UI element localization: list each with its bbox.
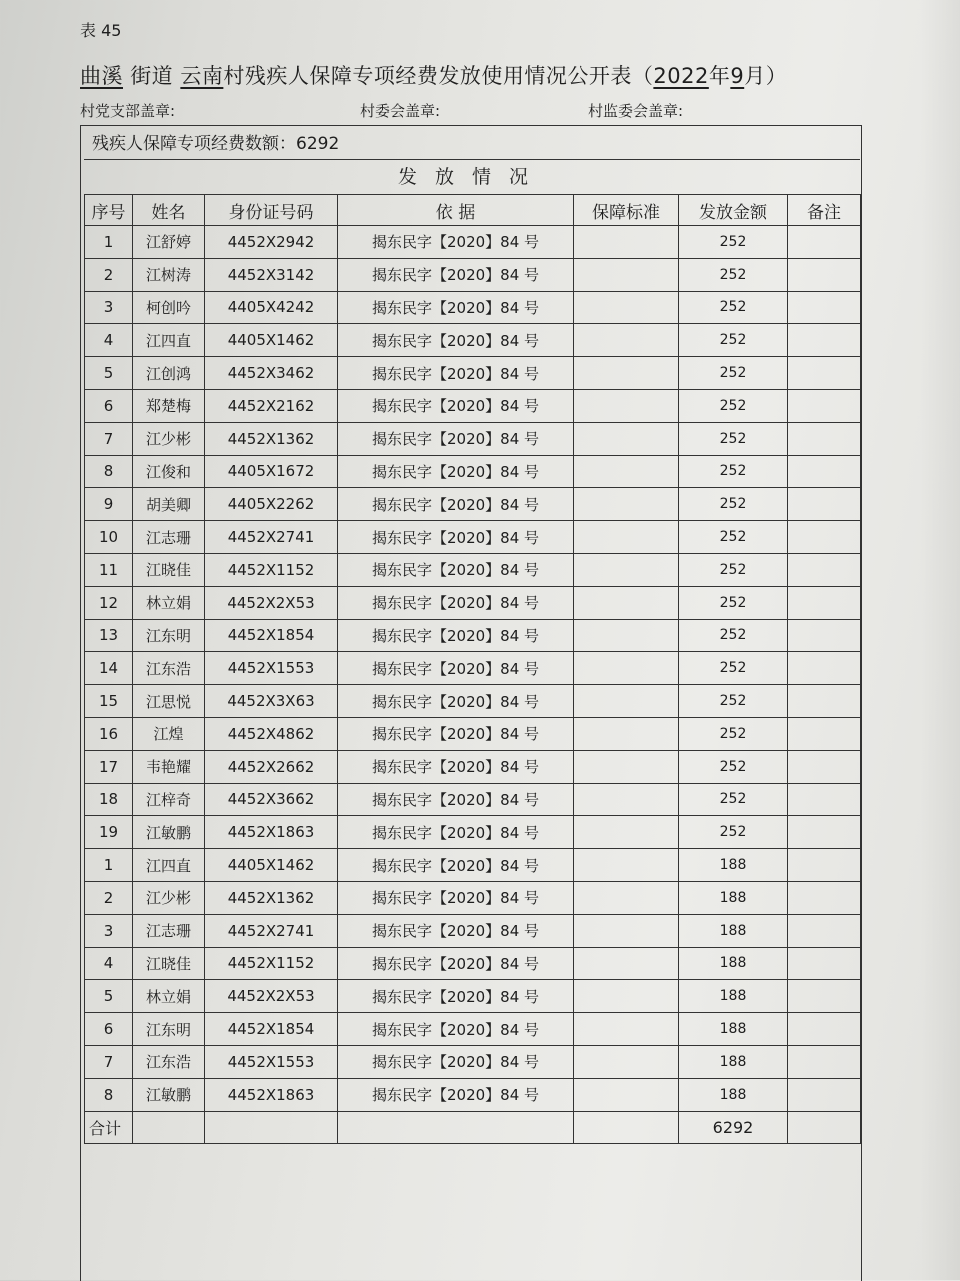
total-label: 合计 <box>85 1111 133 1144</box>
cell-no: 15 <box>85 685 133 718</box>
cell-name: 柯创吟 <box>133 291 205 324</box>
cell-no: 4 <box>85 324 133 357</box>
table-body <box>85 226 861 1112</box>
cell-standard <box>574 717 679 750</box>
cell-name: 江志珊 <box>133 521 205 554</box>
cell-standard <box>574 816 679 849</box>
cell-basis: 揭东民字【2020】84 号 <box>338 586 574 619</box>
cell-name: 江舒婷 <box>133 226 205 259</box>
cell-no: 10 <box>85 521 133 554</box>
cell-remark <box>788 226 861 259</box>
cell-name: 江东浩 <box>133 652 205 685</box>
cell-no: 6 <box>85 1013 133 1046</box>
table-row <box>85 881 861 914</box>
header-remark: 备注 <box>788 195 861 226</box>
cell-amount: 252 <box>679 717 788 750</box>
table-row <box>85 455 861 488</box>
cell-no: 4 <box>85 947 133 980</box>
cell-amount: 252 <box>679 750 788 783</box>
header-name: 姓名 <box>133 195 205 226</box>
cell-id: 4452X1854 <box>205 619 338 652</box>
cell-amount: 188 <box>679 980 788 1013</box>
cell-no: 8 <box>85 1078 133 1111</box>
cell-name: 江创鸿 <box>133 357 205 390</box>
cell-name: 江俊和 <box>133 455 205 488</box>
cell-standard <box>574 422 679 455</box>
cell-id: 4452X3142 <box>205 258 338 291</box>
cell-id: 4452X2741 <box>205 914 338 947</box>
table-row <box>85 717 861 750</box>
table-row <box>85 816 861 849</box>
cell-standard <box>574 455 679 488</box>
cell-name: 江树涛 <box>133 258 205 291</box>
cell-id: 4452X2741 <box>205 521 338 554</box>
cell-amount: 188 <box>679 1078 788 1111</box>
cell-amount: 252 <box>679 586 788 619</box>
header-id: 身份证号码 <box>205 195 338 226</box>
total-amount: 6292 <box>679 1111 788 1144</box>
cell-no: 19 <box>85 816 133 849</box>
title-month-suffix: 月） <box>744 64 788 88</box>
cell-standard <box>574 324 679 357</box>
cell-amount: 252 <box>679 357 788 390</box>
page-shadow <box>920 0 960 1280</box>
title-town: 曲溪 <box>80 64 123 88</box>
cell-basis: 揭东民字【2020】84 号 <box>338 553 574 586</box>
cell-basis: 揭东民字【2020】84 号 <box>338 783 574 816</box>
cell-remark <box>788 947 861 980</box>
cell-id: 4405X4242 <box>205 291 338 324</box>
cell-no: 2 <box>85 258 133 291</box>
cell-standard <box>574 553 679 586</box>
cell-name: 韦艳耀 <box>133 750 205 783</box>
cell-remark <box>788 816 861 849</box>
cell-amount: 188 <box>679 947 788 980</box>
cell-no: 11 <box>85 553 133 586</box>
cell-basis: 揭东民字【2020】84 号 <box>338 1045 574 1078</box>
cell-remark <box>788 652 861 685</box>
cell-standard <box>574 619 679 652</box>
cell-amount: 252 <box>679 324 788 357</box>
cell-remark <box>788 1045 861 1078</box>
cell-basis: 揭东民字【2020】84 号 <box>338 1078 574 1111</box>
cell-basis: 揭东民字【2020】84 号 <box>338 226 574 259</box>
table-row <box>85 914 861 947</box>
cell-remark <box>788 717 861 750</box>
title-rest: 村残疾人保障专项经费发放使用情况公开表（ <box>223 64 654 88</box>
cell-id: 4452X2162 <box>205 389 338 422</box>
cell-basis: 揭东民字【2020】84 号 <box>338 619 574 652</box>
table-row <box>85 1045 861 1078</box>
cell-basis: 揭东民字【2020】84 号 <box>338 816 574 849</box>
total-remark-cell <box>788 1111 861 1144</box>
cell-name: 林立娟 <box>133 586 205 619</box>
cell-basis: 揭东民字【2020】84 号 <box>338 521 574 554</box>
cell-id: 4452X1863 <box>205 1078 338 1111</box>
cell-basis: 揭东民字【2020】84 号 <box>338 914 574 947</box>
cell-no: 9 <box>85 488 133 521</box>
cell-remark <box>788 750 861 783</box>
cell-standard <box>574 521 679 554</box>
cell-amount: 252 <box>679 226 788 259</box>
table-row <box>85 291 861 324</box>
table-row <box>85 783 861 816</box>
cell-id: 4452X3X63 <box>205 685 338 718</box>
cell-standard <box>574 685 679 718</box>
cell-standard <box>574 258 679 291</box>
supervision-seal-label: 村监委会盖章: <box>588 102 684 120</box>
cell-standard <box>574 947 679 980</box>
fund-total-label: 残疾人保障专项经费数额：6292 <box>84 128 860 160</box>
cell-standard <box>574 389 679 422</box>
committee-seal-label: 村委会盖章: <box>360 102 441 120</box>
cell-no: 12 <box>85 586 133 619</box>
table-row <box>85 750 861 783</box>
cell-standard <box>574 488 679 521</box>
cell-amount: 252 <box>679 619 788 652</box>
cell-amount: 252 <box>679 553 788 586</box>
cell-name: 胡美卿 <box>133 488 205 521</box>
cell-id: 4405X1462 <box>205 849 338 882</box>
cell-remark <box>788 553 861 586</box>
table-row <box>85 652 861 685</box>
cell-remark <box>788 521 861 554</box>
cell-id: 4452X3462 <box>205 357 338 390</box>
cell-name: 林立娟 <box>133 980 205 1013</box>
cell-name: 江东浩 <box>133 1045 205 1078</box>
cell-name: 江煌 <box>133 717 205 750</box>
cell-standard <box>574 652 679 685</box>
table-row <box>85 1013 861 1046</box>
cell-basis: 揭东民字【2020】84 号 <box>338 980 574 1013</box>
cell-id: 4452X3662 <box>205 783 338 816</box>
total-basis-cell <box>338 1111 574 1144</box>
table-row <box>85 553 861 586</box>
cell-id: 4452X2942 <box>205 226 338 259</box>
cell-remark <box>788 324 861 357</box>
cell-no: 8 <box>85 455 133 488</box>
cell-basis: 揭东民字【2020】84 号 <box>338 455 574 488</box>
cell-no: 7 <box>85 1045 133 1078</box>
cell-id: 4452X1152 <box>205 947 338 980</box>
header-amount: 发放金额 <box>679 195 788 226</box>
cell-standard <box>574 881 679 914</box>
cell-basis: 揭东民字【2020】84 号 <box>338 750 574 783</box>
total-standard-cell <box>574 1111 679 1144</box>
cell-basis: 揭东民字【2020】84 号 <box>338 291 574 324</box>
cell-standard <box>574 586 679 619</box>
page-title <box>80 60 787 90</box>
cell-id: 4452X1553 <box>205 652 338 685</box>
table-row <box>85 226 861 259</box>
header-basis: 依 据 <box>338 195 574 226</box>
cell-no: 5 <box>85 357 133 390</box>
cell-amount: 252 <box>679 389 788 422</box>
cell-id: 4452X1362 <box>205 422 338 455</box>
cell-name: 江梓奇 <box>133 783 205 816</box>
cell-remark <box>788 1078 861 1111</box>
cell-name: 江少彬 <box>133 422 205 455</box>
table-row <box>85 849 861 882</box>
header-row <box>85 195 861 226</box>
cell-basis: 揭东民字【2020】84 号 <box>338 422 574 455</box>
cell-no: 3 <box>85 914 133 947</box>
cell-standard <box>574 357 679 390</box>
cell-id: 4452X1854 <box>205 1013 338 1046</box>
cell-remark <box>788 586 861 619</box>
cell-basis: 揭东民字【2020】84 号 <box>338 685 574 718</box>
cell-amount: 252 <box>679 521 788 554</box>
cell-remark <box>788 783 861 816</box>
cell-no: 13 <box>85 619 133 652</box>
table-row <box>85 1078 861 1111</box>
cell-basis: 揭东民字【2020】84 号 <box>338 947 574 980</box>
cell-no: 14 <box>85 652 133 685</box>
cell-id: 4452X4862 <box>205 717 338 750</box>
cell-remark <box>788 488 861 521</box>
cell-no: 1 <box>85 849 133 882</box>
cell-amount: 188 <box>679 1045 788 1078</box>
distribution-heading: 发放情况 <box>84 160 860 195</box>
cell-no: 6 <box>85 389 133 422</box>
cell-no: 3 <box>85 291 133 324</box>
cell-remark <box>788 422 861 455</box>
cell-standard <box>574 1045 679 1078</box>
cell-standard <box>574 1078 679 1111</box>
cell-no: 17 <box>85 750 133 783</box>
cell-name: 江晓佳 <box>133 947 205 980</box>
cell-remark <box>788 685 861 718</box>
cell-id: 4452X2662 <box>205 750 338 783</box>
cell-no: 1 <box>85 226 133 259</box>
table-row <box>85 980 861 1013</box>
cell-standard <box>574 980 679 1013</box>
cell-name: 江志珊 <box>133 914 205 947</box>
cell-standard <box>574 226 679 259</box>
table-row <box>85 258 861 291</box>
cell-remark <box>788 291 861 324</box>
cell-remark <box>788 619 861 652</box>
table-row <box>85 619 861 652</box>
cell-basis: 揭东民字【2020】84 号 <box>338 389 574 422</box>
cell-name: 江敏鹏 <box>133 816 205 849</box>
cell-standard <box>574 783 679 816</box>
cell-amount: 252 <box>679 685 788 718</box>
cell-basis: 揭东民字【2020】84 号 <box>338 258 574 291</box>
cell-standard <box>574 849 679 882</box>
cell-name: 郑楚梅 <box>133 389 205 422</box>
cell-standard <box>574 1013 679 1046</box>
table-row <box>85 488 861 521</box>
cell-id: 4452X1152 <box>205 553 338 586</box>
cell-name: 江四直 <box>133 324 205 357</box>
cell-basis: 揭东民字【2020】84 号 <box>338 324 574 357</box>
cell-id: 4452X1362 <box>205 881 338 914</box>
cell-id: 4405X2262 <box>205 488 338 521</box>
cell-amount: 252 <box>679 816 788 849</box>
cell-basis: 揭东民字【2020】84 号 <box>338 488 574 521</box>
cell-name: 江东明 <box>133 619 205 652</box>
cell-id: 4405X1462 <box>205 324 338 357</box>
cell-standard <box>574 750 679 783</box>
cell-amount: 252 <box>679 422 788 455</box>
title-year: 2022 <box>653 64 709 88</box>
cell-standard <box>574 291 679 324</box>
cell-amount: 252 <box>679 258 788 291</box>
total-id-cell <box>205 1111 338 1144</box>
cell-id: 4452X1553 <box>205 1045 338 1078</box>
header-no: 序号 <box>85 195 133 226</box>
cell-no: 16 <box>85 717 133 750</box>
cell-amount: 252 <box>679 488 788 521</box>
cell-amount: 252 <box>679 455 788 488</box>
cell-amount: 188 <box>679 914 788 947</box>
cell-remark <box>788 389 861 422</box>
cell-name: 江四直 <box>133 849 205 882</box>
party-seal-label: 村党支部盖章: <box>80 102 176 120</box>
cell-id: 4452X2X53 <box>205 586 338 619</box>
table-row <box>85 324 861 357</box>
cell-name: 江敏鹏 <box>133 1078 205 1111</box>
table-number: 表 45 <box>80 21 122 40</box>
cell-id: 4452X1863 <box>205 816 338 849</box>
cell-remark <box>788 357 861 390</box>
cell-id: 4452X2X53 <box>205 980 338 1013</box>
distribution-table <box>84 194 861 1144</box>
total-row <box>85 1111 861 1144</box>
cell-basis: 揭东民字【2020】84 号 <box>338 881 574 914</box>
table-row <box>85 389 861 422</box>
cell-amount: 252 <box>679 652 788 685</box>
cell-name: 江东明 <box>133 1013 205 1046</box>
cell-basis: 揭东民字【2020】84 号 <box>338 652 574 685</box>
cell-remark <box>788 258 861 291</box>
cell-remark <box>788 914 861 947</box>
title-month: 9 <box>730 64 745 88</box>
cell-no: 2 <box>85 881 133 914</box>
cell-amount: 188 <box>679 1013 788 1046</box>
total-name-cell <box>133 1111 205 1144</box>
cell-amount: 188 <box>679 881 788 914</box>
table-row <box>85 685 861 718</box>
cell-no: 18 <box>85 783 133 816</box>
cell-basis: 揭东民字【2020】84 号 <box>338 849 574 882</box>
table-row <box>85 422 861 455</box>
header-standard: 保障标准 <box>574 195 679 226</box>
cell-basis: 揭东民字【2020】84 号 <box>338 357 574 390</box>
cell-name: 江思悦 <box>133 685 205 718</box>
cell-id: 4405X1672 <box>205 455 338 488</box>
cell-no: 5 <box>85 980 133 1013</box>
table-row <box>85 947 861 980</box>
cell-amount: 252 <box>679 783 788 816</box>
cell-remark <box>788 849 861 882</box>
cell-remark <box>788 1013 861 1046</box>
cell-remark <box>788 980 861 1013</box>
cell-name: 江少彬 <box>133 881 205 914</box>
cell-amount: 252 <box>679 291 788 324</box>
cell-basis: 揭东民字【2020】84 号 <box>338 717 574 750</box>
title-street: 街道 <box>130 64 174 88</box>
table-row <box>85 521 861 554</box>
cell-basis: 揭东民字【2020】84 号 <box>338 1013 574 1046</box>
cell-remark <box>788 881 861 914</box>
cell-standard <box>574 914 679 947</box>
table-row <box>85 586 861 619</box>
cell-no: 7 <box>85 422 133 455</box>
cell-remark <box>788 455 861 488</box>
cell-name: 江晓佳 <box>133 553 205 586</box>
cell-amount: 188 <box>679 849 788 882</box>
title-village: 云南 <box>180 64 224 88</box>
title-year-suffix: 年 <box>708 64 731 88</box>
table-row <box>85 357 861 390</box>
